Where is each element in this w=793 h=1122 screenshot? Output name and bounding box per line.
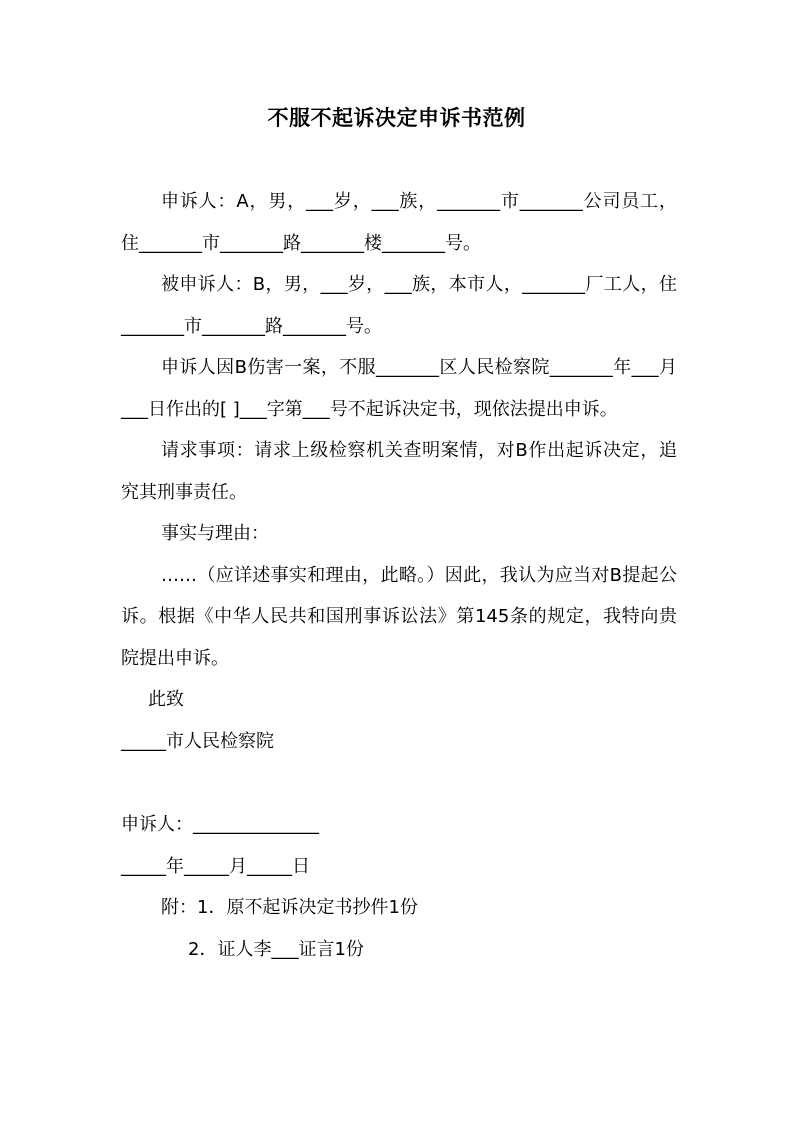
paragraph-facts-heading: 事实与理由： xyxy=(161,523,269,544)
date-line: _____年_____月_____日 xyxy=(121,855,310,877)
signature-line: 申诉人：______________ xyxy=(121,814,319,835)
paragraph-appellant: 申诉人：A，男，___岁，___族，_______市_______公司员工，住_______市_______路_______楼_______号。 xyxy=(121,191,677,254)
recipient: _____市人民检察院 xyxy=(121,730,274,752)
spacer xyxy=(121,762,677,804)
paragraph-case: 申诉人因B伤害一案，不服_______区人民检察院_______年___月___日作出的[ ]___字第___号不起诉决定书，现依法提出申诉。 xyxy=(121,357,677,420)
attachment-1: 附：1．原不起诉决定书抄件1份 xyxy=(161,897,418,918)
attachment-2: 2．证人李___证言1份 xyxy=(188,938,364,960)
paragraph-facts: ……（应详述事实和理由，此略。）因此，我认为应当对B提起公诉。根据《中华人民共和国刑事诉讼法》第145条的规定，我特向贵院提出申诉。 xyxy=(121,564,677,669)
paragraph-respondent: 被申诉人：B，男，___岁，___族，本市人，_______厂工人，住_______市_______路_______号。 xyxy=(121,274,677,337)
paragraph-request: 请求事项：请求上级检察机关查明案情，对B作出起诉决定，追究其刑事责任。 xyxy=(121,440,677,503)
document-body xyxy=(121,181,677,970)
document-title: 不服不起诉决定申诉书范例 xyxy=(267,106,526,130)
salutation: 此致 xyxy=(148,689,184,710)
